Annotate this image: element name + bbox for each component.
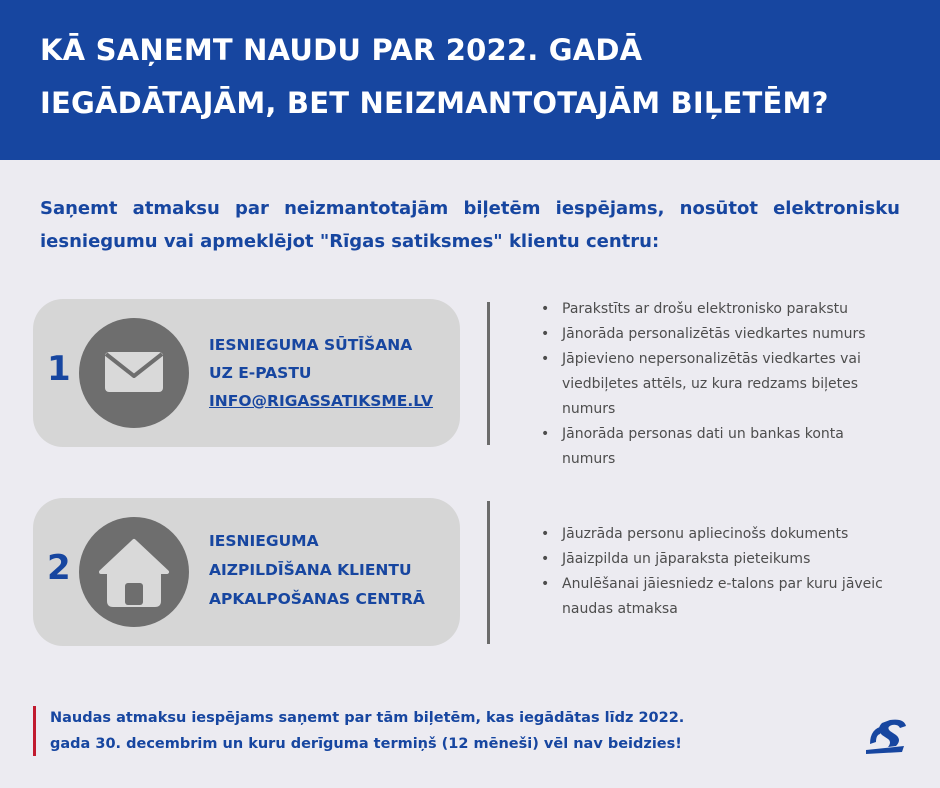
footer-note (50, 705, 684, 757)
footer-accent-bar (33, 706, 36, 756)
list-item: • Jāpievieno nepersonalizētās viedkartes vai viedbiļetes attēls, uz kura redzams biļetes numurs (541, 347, 901, 422)
option-number: 2 (47, 548, 71, 588)
list-item: • Jāuzrāda personu apliecinošs dokuments (541, 522, 901, 547)
list-item: • Jānorāda personalizētās viedkartes numurs (541, 322, 901, 347)
option-number: 1 (47, 349, 71, 389)
option-card-email (33, 299, 460, 447)
option-1-requirements (541, 297, 901, 472)
option-2-requirements (541, 522, 901, 622)
option-title-line-3: APKALPOŠANAS CENTRĀ (209, 590, 425, 608)
email-link[interactable]: INFO@RIGASSATIKSME.LV (209, 392, 434, 410)
list-item: • Anulēšanai jāiesniedz e-talons par kuru jāveic naudas atmaksa (541, 572, 901, 622)
option-title-line-2: AIZPILDĪŠANA KLIENTU (209, 561, 412, 579)
envelope-icon (79, 318, 189, 428)
option-title-line-1: IESNIEGUMA SŪTĪŠANA (209, 336, 413, 354)
rigas-satiksme-logo-icon (864, 716, 910, 760)
list-item: • Jāaizpilda un jāparaksta pieteikums (541, 547, 901, 572)
footer-note-line-1: Naudas atmaksu iespējams saņemt par tām biļetēm, kas iegādātas līdz 2022. (50, 710, 685, 726)
page-title-line-2: IEGĀDĀTAJĀM, BET NEIZMANTOTAJĀM BIĻETĒM? (40, 86, 829, 120)
divider (487, 501, 490, 644)
option-card-client-center (33, 498, 460, 646)
option-title-line-1: IESNIEGUMA (209, 532, 319, 550)
footer-note-line-2: gada 30. decembrim un kuru derīguma termiņš (12 mēneši) vēl nav beidzies! (50, 736, 682, 752)
option-title-line-2: UZ E-PASTU (209, 364, 312, 382)
list-item: • Jānorāda personas dati un bankas konta numurs (541, 422, 901, 472)
page-title-line-1: KĀ SAŅEMT NAUDU PAR 2022. GADĀ (40, 33, 643, 67)
list-item: • Parakstīts ar drošu elektronisko parakstu (541, 297, 901, 322)
divider (487, 302, 490, 445)
intro-text: Saņemt atmaksu par neizmantotajām biļetēm iespējams, nosūtot elektronisku iesniegumu vai apmeklējot "Rīgas satiksmes" klientu centru: (40, 198, 900, 252)
house-icon (79, 517, 189, 627)
header-banner (0, 0, 940, 160)
